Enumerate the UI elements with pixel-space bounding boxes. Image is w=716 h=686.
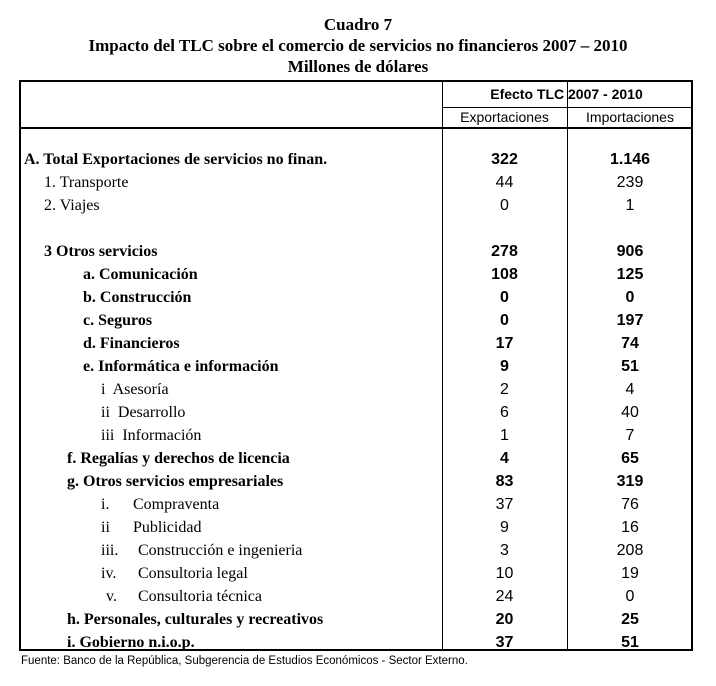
column-header-importaciones: Importaciones [586, 109, 674, 125]
export-value: 20 [495, 611, 514, 628]
import-value: 906 [616, 243, 644, 260]
row-label: ii Desarrollo [101, 404, 186, 421]
roman-numeral: i. [101, 496, 110, 513]
export-value: 9 [500, 358, 509, 375]
import-value: 19 [621, 565, 639, 582]
table-row [21, 148, 691, 171]
export-value: 37 [495, 634, 514, 651]
row-label: 3 Otros servicios [44, 243, 158, 260]
column-header-exportaciones: Exportaciones [460, 109, 549, 125]
roman-numeral: ii [101, 519, 110, 536]
table-row [21, 378, 691, 401]
import-value: 1 [625, 197, 635, 214]
export-value: 17 [495, 335, 514, 352]
roman-numeral: iv. [101, 565, 117, 582]
row-label: f. Regalías y derechos de licencia [67, 450, 290, 467]
import-value: 65 [621, 450, 639, 467]
table-row [21, 355, 691, 378]
import-value: 208 [616, 542, 644, 559]
table-row [21, 447, 691, 470]
row-label: c. Seguros [83, 312, 153, 329]
export-value: 108 [491, 266, 518, 283]
row-label: i Asesoría [101, 381, 169, 398]
export-value: 0 [500, 197, 509, 214]
export-value: 3 [500, 542, 509, 559]
export-value: 4 [500, 450, 509, 467]
table-row [21, 194, 691, 217]
import-value: 74 [621, 335, 639, 352]
title-line-2: Impacto del TLC sobre el comercio de servicios no financieros 2007 – 2010 [88, 36, 628, 55]
table-row [21, 608, 691, 631]
source-note: Fuente: Banco de la República, Subgerencia de Estudios Económicos - Sector Externo. [21, 655, 468, 667]
title-line-1: Cuadro 7 [323, 15, 393, 34]
row-label: h. Personales, culturales y recreativos [67, 611, 324, 628]
row-label: 1. Transporte [44, 174, 129, 191]
import-value: 0 [625, 289, 635, 306]
import-value: 125 [616, 266, 644, 283]
table-row [21, 493, 691, 516]
row-label: a. Comunicación [83, 266, 198, 283]
row-label: i. Gobierno n.i.o.p. [67, 634, 195, 651]
table-row [21, 539, 691, 562]
row-label: A. Total Exportaciones de servicios no finan. [24, 151, 328, 168]
export-value: 322 [491, 151, 518, 168]
row-label: 2. Viajes [44, 197, 100, 214]
import-value: 40 [621, 404, 639, 421]
export-value: 83 [495, 473, 514, 490]
table-row [21, 585, 691, 608]
row-label: b. Construcción [83, 289, 192, 306]
table-title [0, 14, 716, 77]
import-value: 25 [621, 611, 639, 628]
table-row [21, 562, 691, 585]
import-value: 239 [616, 174, 644, 191]
title-line-3: Millones de dólares [287, 57, 429, 76]
table-row [21, 171, 691, 194]
row-label: Consultoria legal [138, 565, 248, 582]
data-table [19, 80, 693, 651]
import-value: 1.146 [609, 151, 651, 168]
header-bottom-border [21, 127, 691, 129]
row-label: Compraventa [133, 496, 220, 513]
export-value: 0 [500, 312, 509, 329]
row-label: iii Información [101, 427, 202, 444]
roman-numeral: v. [106, 588, 117, 605]
export-value: 6 [500, 404, 509, 421]
export-value: 37 [495, 496, 514, 513]
export-value: 44 [495, 174, 514, 191]
import-value: 319 [616, 473, 644, 490]
export-value: 2 [500, 381, 509, 398]
row-label: Publicidad [133, 519, 202, 536]
import-value: 0 [625, 588, 635, 605]
row-label: e. Informática e información [83, 358, 279, 375]
row-label: d. Financieros [83, 335, 180, 352]
table-row [21, 401, 691, 424]
row-label: g. Otros servicios empresariales [67, 473, 284, 490]
group-header: Efecto TLC 2007 - 2010 [490, 86, 643, 102]
import-value: 197 [616, 312, 644, 329]
table-row [21, 240, 691, 263]
import-value: 51 [621, 634, 639, 651]
table-row [21, 631, 691, 654]
table-row [21, 332, 691, 355]
table-row [21, 309, 691, 332]
table-row [21, 470, 691, 493]
table-row [21, 286, 691, 309]
row-label: Construcción e ingenieria [138, 542, 303, 559]
header-separator [442, 107, 691, 108]
export-value: 0 [500, 289, 509, 306]
import-value: 76 [621, 496, 639, 513]
row-label: Consultoria técnica [138, 588, 262, 605]
export-value: 9 [500, 519, 509, 536]
export-value: 10 [495, 565, 514, 582]
export-value: 278 [491, 243, 518, 260]
import-value: 16 [621, 519, 639, 536]
import-value: 4 [625, 381, 635, 398]
export-value: 24 [495, 588, 514, 605]
table-row [21, 516, 691, 539]
export-value: 1 [500, 427, 509, 444]
roman-numeral: iii. [101, 542, 119, 559]
table-row [21, 263, 691, 286]
import-value: 7 [625, 427, 635, 444]
import-value: 51 [621, 358, 639, 375]
table-row [21, 424, 691, 447]
